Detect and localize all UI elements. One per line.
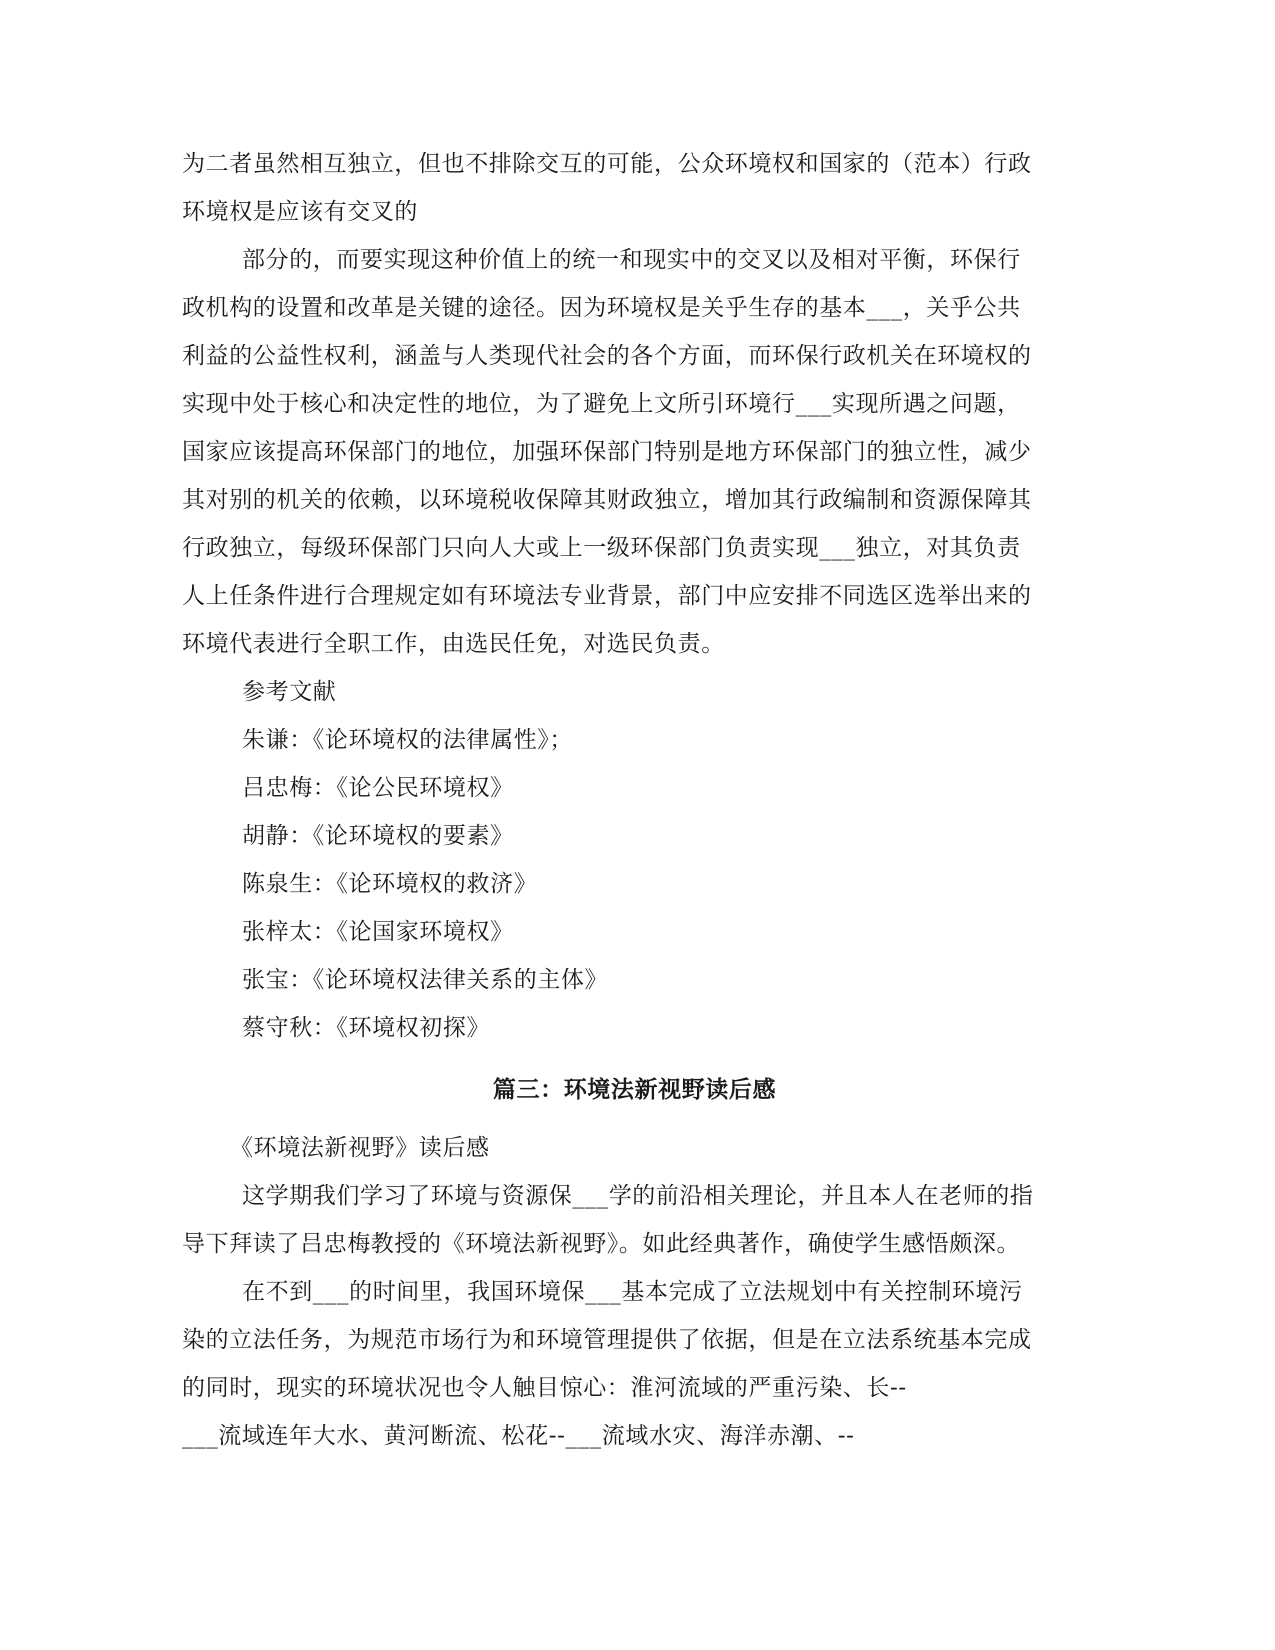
text-line: 国家应该提高环保部门的地位，加强环保部门特别是地方环保部门的独立性，减少 <box>182 439 1032 465</box>
section-heading: 篇三：环境法新视野读后感 <box>492 1077 777 1103</box>
text-line: 导下拜读了吕忠梅教授的《环境法新视野》。如此经典著作，确使学生感悟颇深。 <box>182 1231 1021 1257</box>
reference-item: 张宝：《论环境权法律关系的主体》 <box>242 967 609 993</box>
text-line: 利益的公益性权利，涵盖与人类现代社会的各个方面，而环保行政机关在环境权的 <box>182 343 1032 369</box>
text-line: 环境代表进行全职工作，由选民任免，对选民负责。 <box>182 631 725 657</box>
text-line: 其对别的机关的依赖，以环境税收保障其财政独立，增加其行政编制和资源保障其 <box>182 487 1032 513</box>
text-line: 政机构的设置和改革是关键的途径。因为环境权是关乎生存的基本___，关乎公共 <box>182 295 1021 321</box>
section-subtitle: 《环境法新视野》读后感 <box>230 1135 490 1161</box>
text-line: ___流域连年大水、黄河断流、松花--___流域水灾、海洋赤潮、-- <box>182 1423 855 1449</box>
reference-item: 蔡守秋：《环境权初探》 <box>242 1015 491 1041</box>
reference-item: 陈泉生：《论环境权的救济》 <box>242 871 538 897</box>
text-line: 在不到___的时间里，我国环境保___基本完成了立法规划中有关控制环境污 <box>242 1279 1023 1305</box>
references-section <box>182 668 1087 1052</box>
text-line: 这学期我们学习了环境与资源保___学的前沿相关理论，并且本人在老师的指 <box>242 1183 1034 1209</box>
text-line: 人上任条件进行合理规定如有环境法专业背景，部门中应安排不同选区选举出来的 <box>182 583 1032 609</box>
reference-item: 朱谦：《论环境权的法律属性》； <box>242 727 573 753</box>
reference-item: 吕忠梅：《论公民环境权》 <box>242 775 514 801</box>
paragraph-continuation <box>182 140 1087 236</box>
section-paragraph <box>182 1172 1087 1268</box>
document-body <box>182 140 1087 1460</box>
references-title: 参考文献 <box>242 679 337 705</box>
text-line: 行政独立，每级环保部门只向人大或上一级环保部门负责实现___独立，对其负责 <box>182 535 1021 561</box>
text-line: 实现中处于核心和决定性的地位，为了避免上文所引环境行___实现所遇之问题， <box>182 391 1021 417</box>
reference-item: 张梓太：《论国家环境权》 <box>242 919 514 945</box>
text-line: 部分的，而要实现这种价值上的统一和现实中的交叉以及相对平衡，环保行 <box>242 247 1021 273</box>
text-line: 为二者虽然相互独立，但也不排除交互的可能，公众环境权和国家的（范本）行政 <box>182 151 1032 177</box>
section-three <box>182 1066 1087 1460</box>
text-line: 的同时，现实的环境状况也令人触目惊心：淮河流域的严重污染、长-- <box>182 1375 907 1401</box>
text-line: 染的立法任务，为规范市场行为和环境管理提供了依据，但是在立法系统基本完成 <box>182 1327 1032 1353</box>
paragraph-body <box>182 236 1087 668</box>
section-paragraph <box>182 1268 1087 1460</box>
text-line: 环境权是应该有交叉的 <box>182 199 418 225</box>
reference-item: 胡静：《论环境权的要素》 <box>242 823 514 849</box>
